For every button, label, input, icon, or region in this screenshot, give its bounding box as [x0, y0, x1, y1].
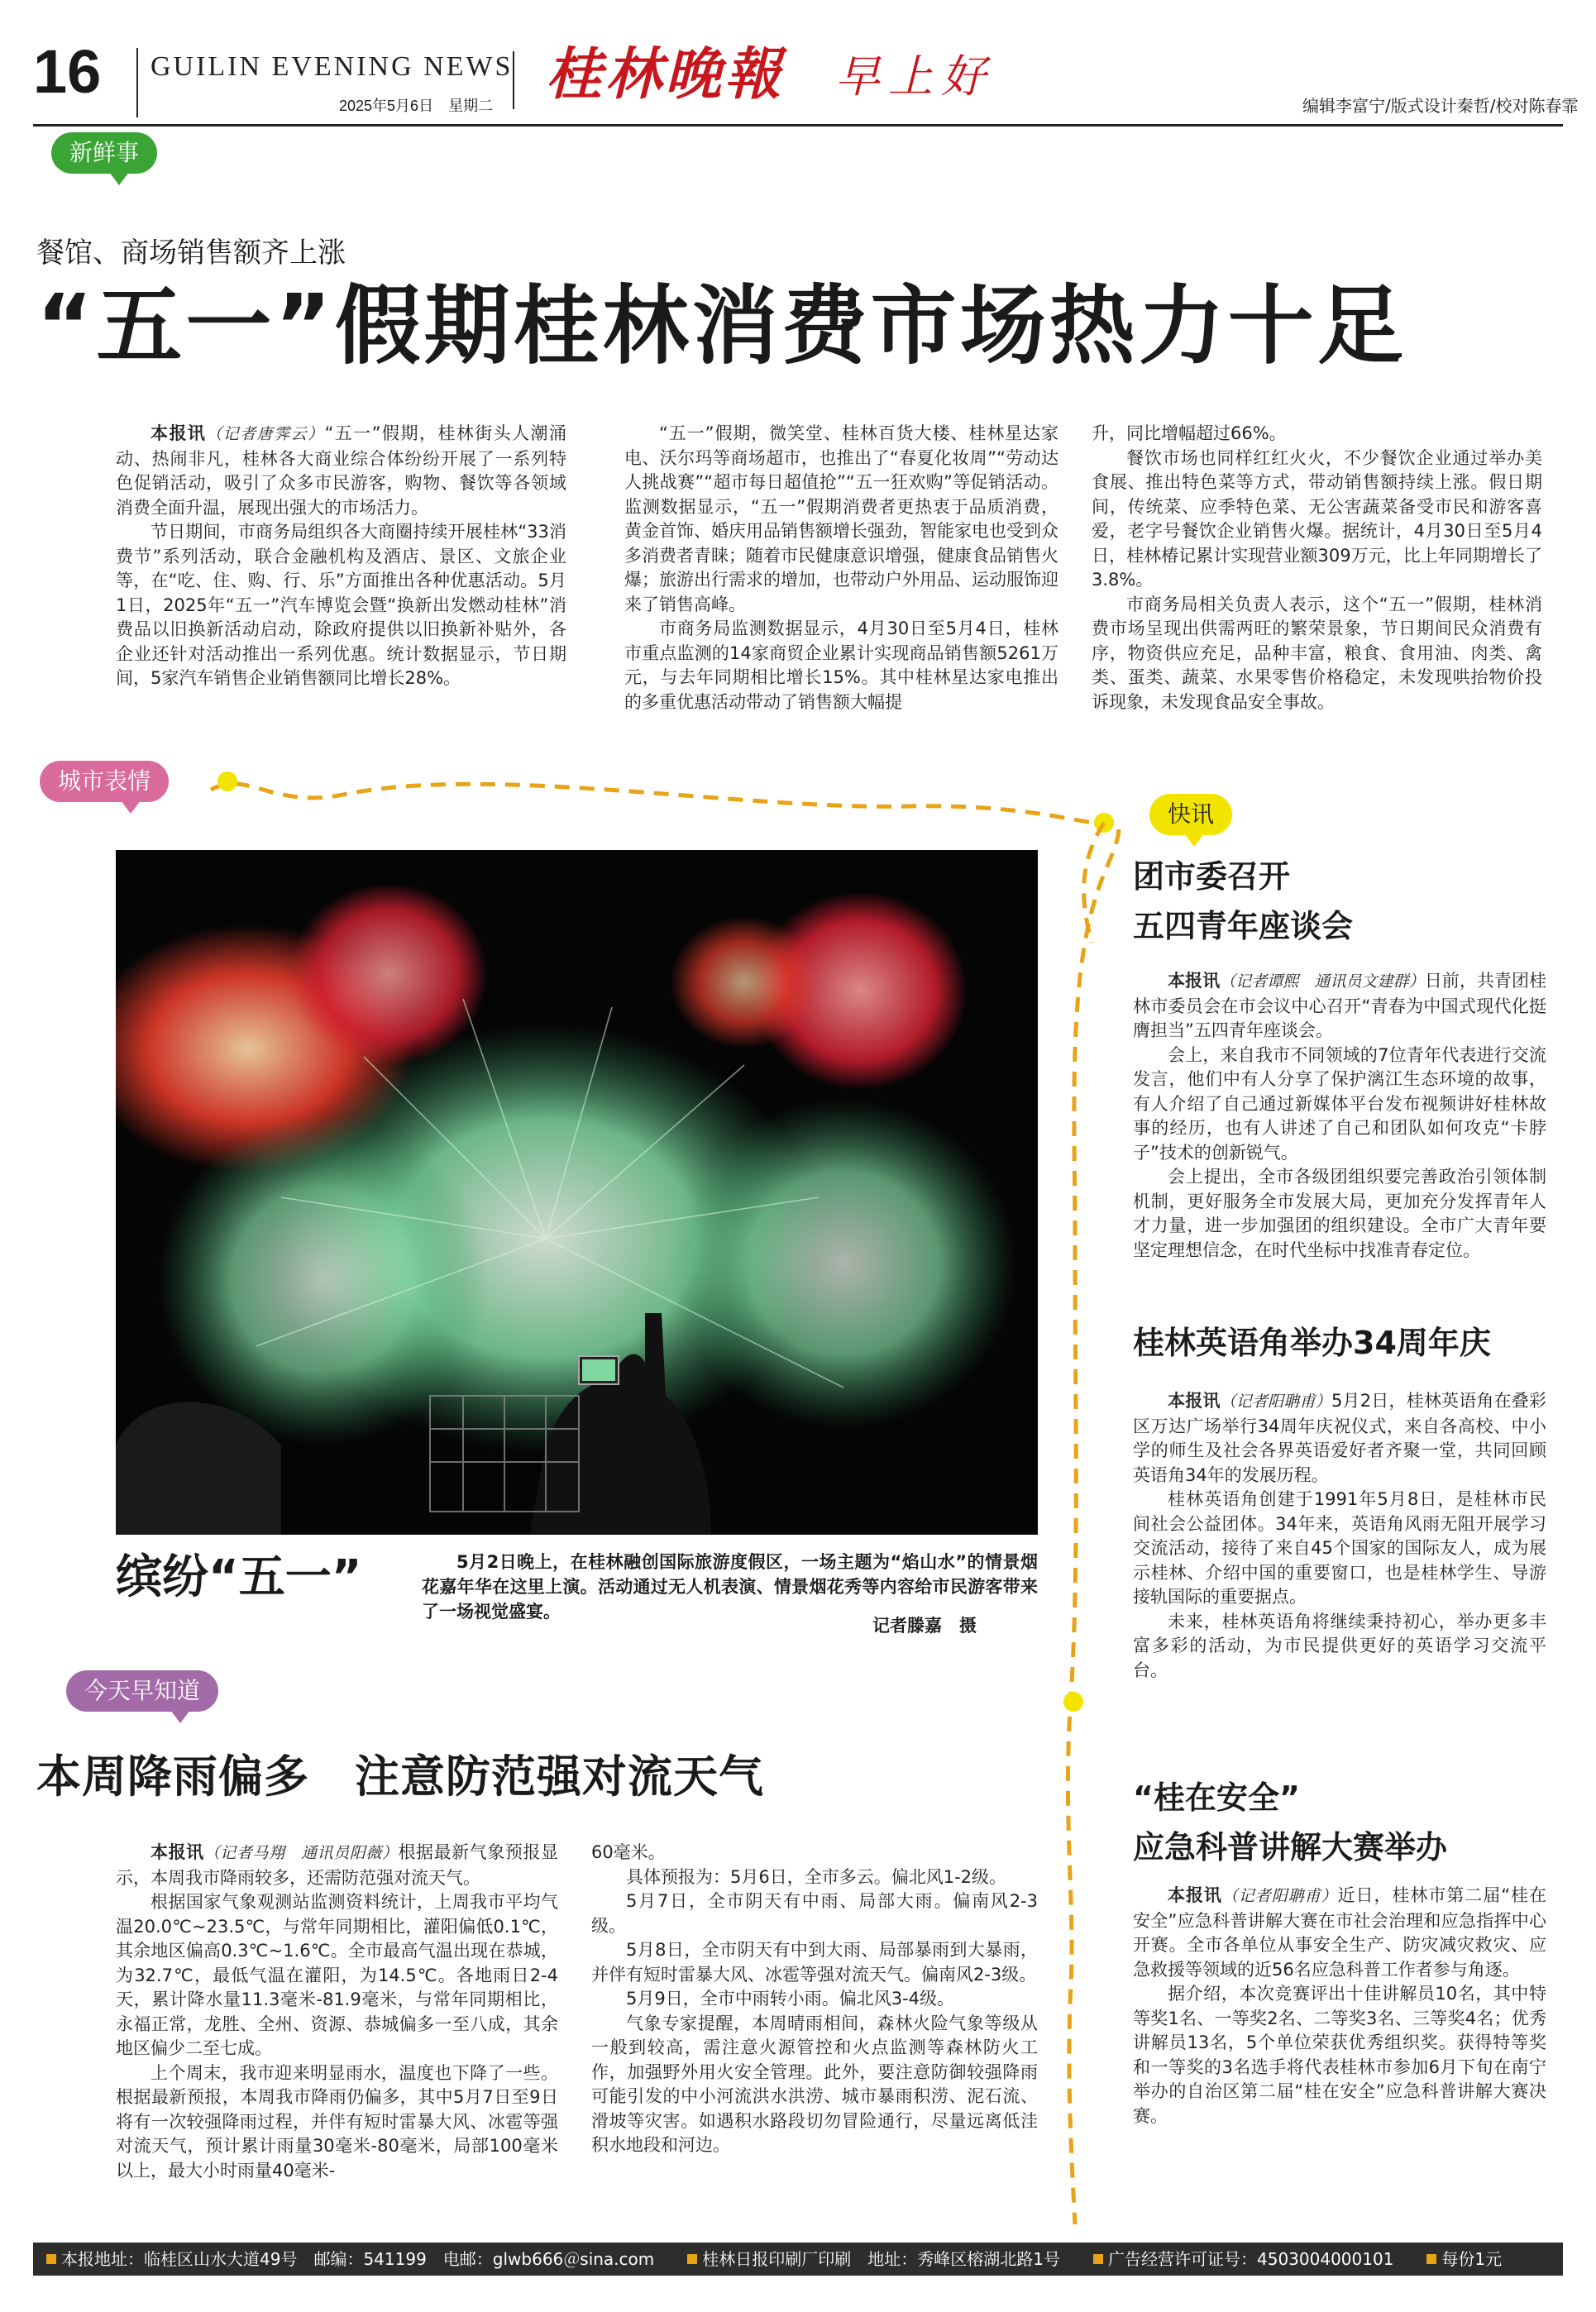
brief-2-title: 桂林英语角举办34周年庆: [1133, 1325, 1491, 1361]
page-number: 16: [33, 37, 102, 106]
square-bullet-icon: [1093, 2254, 1103, 2264]
fireworks-photo: [116, 850, 1038, 1535]
issue-date: 2025年5月6日 星期二: [339, 98, 494, 114]
paragraph: 根据最新气象预报显示，本周我市降雨较多，还需防范强对流天气。: [116, 1842, 558, 1888]
brief-3-title-line-2: 应急科普讲解大赛举办: [1133, 1829, 1448, 1865]
lead-column-2: [624, 422, 1058, 714]
photo-title: 缤纷“五一”: [116, 1550, 362, 1604]
paper-name-english: GUILIN EVENING NEWS: [151, 51, 514, 82]
weather-column-2: [591, 1841, 1038, 2158]
footer-license: [1060, 2243, 1393, 2276]
paragraph: 5月8日，全市阴天有中到大雨、局部暴雨到大暴雨，并伴有短时雷暴大风、冰雹等强对流天气。偏南风2-3级。: [591, 1940, 1038, 1985]
brief-3-title-line-1: “桂在安全”: [1133, 1779, 1300, 1816]
section-tag-fresh-news: 新鲜事: [51, 132, 157, 174]
lead-column-3: [1092, 422, 1542, 714]
footer-price-text: 每份1元: [1441, 2249, 1503, 2269]
photo-credit: 记者滕嘉 摄: [872, 1616, 977, 1636]
lead-column-1: [116, 422, 566, 691]
header-divider: [136, 48, 138, 117]
byline: （记者马翔 通讯员阳薇）: [203, 1844, 399, 1862]
brief-1-title: [1133, 852, 1353, 951]
brief-1-title-line-1: 团市委召开: [1133, 858, 1291, 895]
footer-license-text: 广告经营许可证号：4503004000101: [1108, 2249, 1394, 2269]
paragraph: 具体预报为：5月6日，全市多云。偏北风1-2级。: [626, 1866, 1007, 1887]
square-bullet-icon: [1426, 2254, 1436, 2264]
paper-logo: 桂林晚報: [546, 41, 785, 107]
brief-2-body: [1133, 1389, 1546, 1683]
weather-column-1: [116, 1841, 558, 2183]
dateline: 本报讯: [1168, 1885, 1222, 1905]
paragraph: 日前，共青团桂林市委员会在市会议中心召开“青春为中国式现代化挺膺担当”五四青年座谈会。: [1133, 971, 1547, 1040]
paragraph: 市商务局监测数据显示，4月30日至5月4日，桂林市重点监测的14家商贸企业累计实现商品销售额5261万元，与去年同期相比增长15%。其中桂林星达家电推出的多重优惠活动带动了销售额大幅提: [624, 619, 1058, 712]
paragraph: 近日，桂林市第二届“桂在安全”应急科普讲解大赛在市社会治理和应急指挥中心开赛。全市各单位从事安全生产、防灾减灾救灾、应急救援等领域的近56名应急科普工作者参与角逐。: [1133, 1885, 1546, 1980]
paragraph: 会上提出，全市各级团组织要完善政治引领体制机制，更好服务全市发展大局，更加充分发挥青年人才力量，进一步加强团的组织建设。全市广大青年要坚定理想信念，在时代坐标中找准青春定位。: [1133, 1167, 1546, 1260]
photo-caption: 5月2日晚上，在桂林融创国际旅游度假区，一场主题为“焰山水”的情景烟花嘉年华在这里上演。活动通过无人机表演、情景烟花秀等内容给市民游客带来了一场视觉盛宴。: [422, 1552, 1038, 1622]
paragraph: 5月7日，全市阴天有中雨、局部大雨。偏南风2-3级。: [591, 1891, 1038, 1936]
dateline: 本报讯: [1168, 1391, 1221, 1411]
lead-headline: “五一”假期桂林消费市场热力十足: [36, 275, 1407, 376]
section-tag-flash-news: 快讯: [1149, 794, 1232, 835]
paragraph: 5月9日，全市中雨转小雨。偏北风3-4级。: [626, 1989, 955, 2009]
paragraph: 会上，来自我市不同领域的7位青年代表进行交流发言，他们中有人分享了保护漓江生态环境的故事，有人介绍了自己通过新媒体平台发布视频讲好桂林故事的经历，也有人讲述了自己和团队如何攻克“卡脖子”技术的创新锐气。: [1133, 1044, 1546, 1163]
byline: （记者谭熙 通讯员文建群）: [1220, 972, 1425, 991]
editor-credits: 编辑李富宁/版式设计秦哲/校对陈春霏: [1302, 96, 1579, 116]
dateline: 本报讯: [151, 1842, 204, 1862]
brief-1-title-line-2: 五四青年座谈会: [1133, 908, 1354, 944]
footer-printer: [654, 2243, 1060, 2276]
header-rule: [33, 124, 1563, 127]
paragraph: 桂林英语角创建于1991年5月8日，是桂林市民间社会公益团体。34年来，英语角风雨无阻开展学习交流活动，接待了来自45个国家的国际友人，成为展示桂林、介绍中国的重要窗口，也是桂林学生、导游接轨国际的重要据点。: [1133, 1489, 1546, 1607]
footer-address: [33, 2243, 654, 2276]
byline: （记者唐霁云）: [206, 425, 325, 443]
weather-headline: 本周降雨偏多 注意防范强对流天气: [36, 1751, 764, 1803]
paragraph: 5月2日，桂林英语角在叠彩区万达广场举行34周年庆祝仪式，来自各高校、中小学的师生及社会各界英语爱好者齐聚一堂，共同回顾英语角34年的发展历程。: [1133, 1391, 1546, 1485]
brief-3-body: [1133, 1884, 1546, 2128]
paragraph: 上个周末，我市迎来明显雨水，温度也下降了一些。根据最新预报，本周我市降雨仍偏多，其中5月7日至9日将有一次较强降雨过程，并伴有短时雷暴大风、冰雹等强对流天气，预计累计雨量30毫米-80毫米，局部100毫米以上，最大小时雨量40毫米-: [116, 2062, 558, 2181]
byline: （记者阳聃甫）: [1220, 1392, 1331, 1411]
paragraph: 节日期间，市商务局组织各大商圈持续开展桂林“33消费节”系列活动，联合金融机构及酒店、景区、文旅企业等，在“吃、住、购、行、乐”方面推出各种优惠活动。5月1日，2025年“五一”汽车博览会暨“换新出发燃动桂林”消费品以旧换新活动启动，除政府提供以旧换新补贴外，各企业还针对活动推出一系列优惠。统计数据显示，节日期间，5家汽车销售企业销售额同比增长28%。: [116, 522, 566, 688]
paragraph: 未来，桂林英语角将继续秉持初心，举办更多丰富多彩的活动，为市民提供更好的英语学习交流平台。: [1133, 1611, 1546, 1680]
brief-1-body: [1133, 969, 1546, 1263]
paragraph: “五一”假期，桂林街头人潮涌动、热闹非凡，桂林各大商业综合体纷纷开展了一系列特色促销活动，吸引了众多市民游客，购物、餐饮等各领域消费全面升温，展现出强大的市场活力。: [116, 423, 567, 518]
lead-subheadline: 餐馆、商场销售额齐上涨: [36, 236, 346, 270]
paragraph: 根据国家气象观测站监测资料统计，上周我市平均气温20.0℃~23.5℃，与常年同期相比，灌阳偏低0.1℃，其余地区偏高0.3℃~1.6℃。全市最高气温出现在恭城，为32.7℃，最低气温在灌阳，为14.5℃。各地雨日2-4天，累计降水量11.3毫米-81.9毫米，与常年同期相比，永福正常，龙胜、全州、资源、恭城偏多一至八成，其余地区偏少二至七成。: [116, 1892, 558, 2058]
section-slogan: 早上好: [835, 50, 994, 103]
square-bullet-icon: [46, 2254, 56, 2264]
paragraph: “五一”假期，微笑堂、桂林百货大楼、桂林星达家电、沃尔玛等商场超市，也推出了“春夏化妆周”“劳动达人挑战赛”“超市每日超值抢”“五一狂欢购”等促销活动。监测数据显示，“五一”假期消费者更热衷于品质消费，黄金首饰、婚庆用品销售额增长强劲，智能家电也受到众多消费者青睐；随着市民健康意识增强，健康食品销售火爆；旅游出行需求的增加，也带动户外用品、运动服饰迎来了销售高峰。: [624, 423, 1058, 614]
paragraph: 餐饮市场也同样红红火火，不少餐饮企业通过举办美食展、推出特色菜等方式，带动销售额持续上涨。假日期间，传统菜、应季特色菜、无公害蔬菜备受市民和游客喜爱，老字号餐饮企业销售火爆。据统计，4月30日至5月4日，桂林椿记累计实现营业额309万元，比上年同期增长了3.8%。: [1092, 447, 1542, 590]
square-bullet-icon: [687, 2254, 697, 2264]
byline: （记者阳聃甫）: [1221, 1887, 1338, 1905]
paragraph: 据介绍，本次竞赛评出十佳讲解员10名，其中特等奖1名、一等奖2名、二等奖3名、三等奖4名；优秀讲解员13名，5个单位荣获优秀组织奖。获得特等奖和一等奖的3名选手将代表桂林市参加6月下旬在南宁举办的自治区第二届“桂在安全”应急科普讲解大赛决赛。: [1133, 1984, 1546, 2126]
section-tag-city-expression: 城市表情: [40, 761, 169, 802]
section-tag-know-today: 今天早知道: [66, 1670, 218, 1712]
header-divider-2: [513, 51, 514, 109]
paragraph: 市商务局相关负责人表示，这个“五一”假期，桂林消费市场呈现出供需两旺的繁荣景象，节日期间民众消费有序，物资供应充足，品种丰富，粮食、食用油、肉类、禽类、蛋类、蔬菜、水果零售价格稳定，未发现哄抬物价投诉现象，未发现食品安全事故。: [1092, 594, 1542, 712]
footer-bar: [33, 2243, 1563, 2276]
footer-price: [1393, 2243, 1502, 2276]
paragraph: 升，同比增幅超过66%。: [1092, 423, 1287, 443]
footer-printer-text: 桂林日报印刷厂印刷 地址：秀峰区榕湖北路1号: [702, 2249, 1060, 2269]
paragraph: 气象专家提醒，本周晴雨相间，森林火险气象等级从一般到较高，需注意火源管控和火点监测等森林防火工作，加强野外用火安全管理。此外，要注意防御较强降雨可能引发的中小河流洪水洪涝、城市暴雨积涝、泥石流、滑坡等灾害。如遇积水路段切勿冒险通行，尽量远离低洼积水地段和河边。: [591, 2013, 1038, 2155]
dateline: 本报讯: [1168, 971, 1221, 991]
dateline: 本报讯: [151, 423, 207, 443]
brief-3-title: [1133, 1773, 1447, 1872]
paragraph: 60毫米。: [591, 1842, 666, 1862]
footer-address-text: 本报地址：临桂区山水大道49号 邮编：541199 电邮：glwb666＠sina.com: [61, 2249, 655, 2269]
